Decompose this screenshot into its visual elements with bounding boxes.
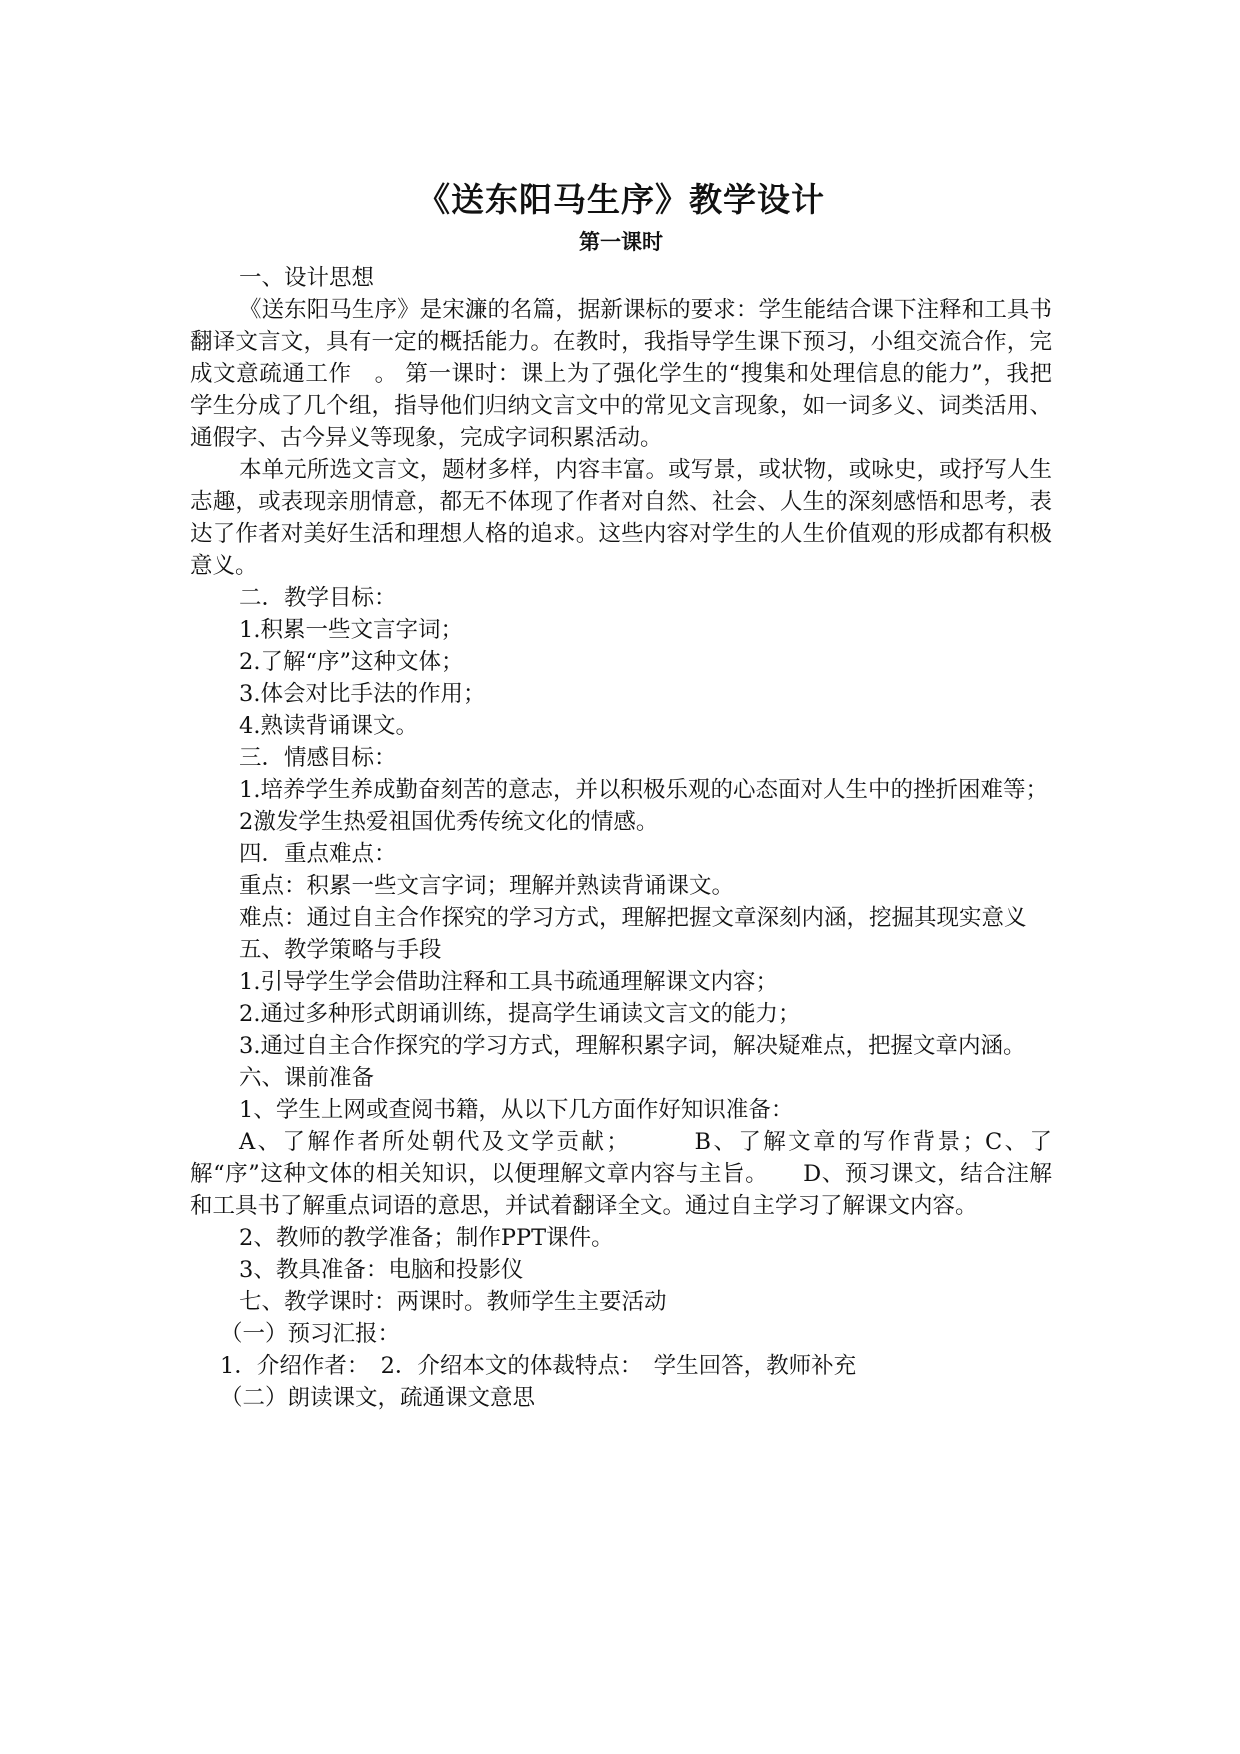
- paragraph: 2、教师的教学准备；制作PPT课件。: [239, 1225, 614, 1251]
- paragraph: 四．重点难点：: [239, 841, 397, 867]
- paragraph: （一）预习汇报：: [220, 1321, 401, 1347]
- paragraph: 1.积累一些文言字词；: [239, 617, 463, 643]
- paragraph: 4.熟读背诵课文。: [239, 713, 418, 739]
- paragraph: 2激发学生热爱祖国优秀传统文化的情感。: [239, 809, 659, 835]
- paragraph: 难点：通过自主合作探究的学习方式，理解把握文章深刻内涵，挖掘其现实意义: [239, 905, 1027, 931]
- lesson-subtitle: 第一课时: [579, 230, 663, 254]
- paragraph: 五、教学策略与手段: [239, 937, 442, 963]
- paragraph: 1.培养学生养成勤奋刻苦的意志，并以积极乐观的心态面对人生中的挫折困难等；: [239, 777, 1048, 803]
- paragraph: 二．教学目标：: [239, 585, 397, 611]
- paragraph: 重点：积累一些文言字词；理解并熟读背诵课文。: [239, 873, 735, 899]
- paragraph: 3.通过自主合作探究的学习方式，理解积累字词，解决疑难点，把握文章内涵。: [239, 1033, 1026, 1059]
- paragraph: （二）朗读课文，疏通课文意思: [220, 1385, 536, 1411]
- paragraph: 2.了解“序”这种文体；: [239, 649, 464, 675]
- paragraph: A、了解作者所处朝代及文学贡献； B、了解文章的写作背景；C、了解“序”这种文体的相关知识，以便理解文章内容与主旨。 D、预习课文，结合注解和工具书了解重点词语的意思，并试着翻译全文。通过自主学习了解课文内容。: [190, 1129, 1052, 1219]
- paragraph: 3.体会对比手法的作用；: [239, 681, 486, 707]
- paragraph: 2.通过多种形式朗诵训练，提高学生诵读文言文的能力；: [239, 1001, 801, 1027]
- paragraph: 3、教具准备：电脑和投影仪: [239, 1257, 524, 1283]
- paragraph: 一、设计思想: [239, 265, 375, 291]
- paragraph: 1.引导学生学会借助注释和工具书疏通理解课文内容；: [239, 969, 778, 995]
- paragraph: 三．情感目标：: [239, 745, 397, 771]
- paragraph: 本单元所选文言文，题材多样，内容丰富。或写景，或状物，或咏史，或抒写人生志趣，或表现亲朋情意，都无不体现了作者对自然、社会、人生的深刻感悟和思考，表达了作者对美好生活和理想人格的追求。这些内容对学生的人生价值观的形成都有积极意义。: [190, 457, 1052, 579]
- paragraph: 1、学生上网或查阅书籍，从以下几方面作好知识准备：: [239, 1097, 794, 1123]
- paragraph: 七、教学课时：两课时。教师学生主要活动: [239, 1289, 667, 1315]
- paragraph: 《送东阳马生序》是宋濂的名篇，据新课标的要求：学生能结合课下注释和工具书翻译文言文，具有一定的概括能力。在教时，我指导学生课下预习，小组交流合作，完成文意疏通工作 。 第一课时：课上为了强化学生的“搜集和处理信息的能力”，我把学生分成了几个组，指导他们归纳文言文中的常见文言现象，如一词多义、词类活用、通假字、古今异义等现象，完成字词积累活动。: [190, 297, 1052, 451]
- document-body: [190, 262, 1052, 1414]
- document-title: 《送东阳马生序》教学设计: [417, 180, 825, 219]
- paragraph: 1．介绍作者： 2．介绍本文的体裁特点： 学生回答，教师补充: [220, 1353, 857, 1379]
- document-content: [190, 178, 1052, 1414]
- paragraph: 六、课前准备: [239, 1065, 375, 1091]
